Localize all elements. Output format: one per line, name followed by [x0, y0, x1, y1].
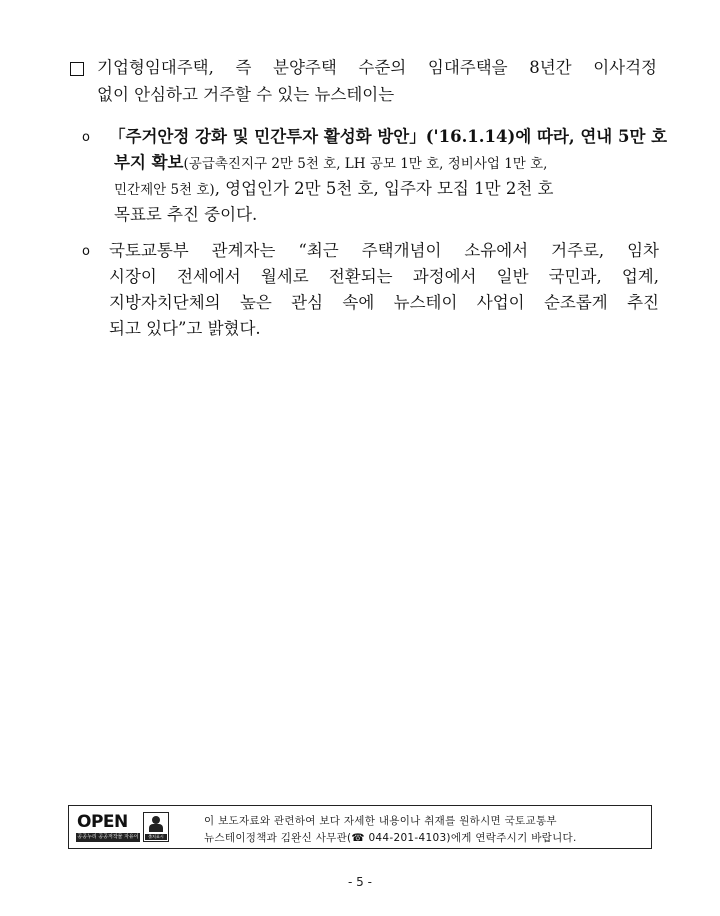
attribution-badge-caption: 출처표시 — [145, 834, 167, 840]
page-number: - 5 - — [348, 875, 372, 889]
bullet-1-line-3-rest: , 영업인가 2만 5천 호, 입주자 모집 1만 2천 호 — [214, 179, 554, 198]
bullet-circle-marker: o — [82, 244, 90, 259]
section-heading-line-2: 없이 안심하고 거주할 수 있는 뉴스테이는 — [97, 85, 395, 104]
kogl-open-logo — [75, 811, 187, 849]
bullet-2-line-4: 되고 있다”고 밝혔다. — [109, 319, 261, 338]
bullet-circle-marker: o — [82, 130, 90, 145]
contact-notice-box — [68, 805, 652, 849]
bullet-1-line-1 — [109, 127, 668, 147]
section-box-marker — [70, 62, 84, 76]
bullet-1-line-4 — [114, 205, 257, 225]
open-license-mark — [75, 811, 141, 849]
bullet-1-line-3-prefix: 민간제안 5천 호) — [114, 182, 215, 198]
attribution-person-icon — [143, 812, 169, 842]
bullet-1-line-3 — [114, 179, 659, 200]
bullet-1-line-1-rest: 에 따라, 연내 5만 호 — [515, 127, 668, 146]
bullet-1-line-2-rest: (공급촉진지구 2만 5천 호, LH 공모 1만 호, 정비사업 1만 호, — [183, 156, 548, 172]
bullet-2-line-2: 시장이 전세에서 월세로 전환되는 과정에서 일반 국민과, 업계, — [109, 267, 659, 286]
bullet-2-line-1: 국토교통부 관계자는 “최근 주택개념이 소유에서 거주로, 임차 — [109, 241, 659, 260]
bullet-2-line-3: 지방자치단체의 높은 관심 속에 뉴스테이 사업이 순조롭게 추진 — [109, 293, 659, 312]
open-logo-caption: 공공누리 공공저작물 자유이용허락 — [77, 834, 139, 849]
bullet-1-line-1-prefix: 「주거안정 강화 및 민간투자 활성화 방안」('16.1.14) — [109, 127, 516, 146]
contact-notice-line-2: 뉴스테이정책과 김완신 사무관(☎ 044-201-4103)에게 연락주시기 바랍니다. — [204, 832, 577, 844]
bullet-1-line-2 — [114, 153, 659, 174]
contact-notice-line-1: 이 보도자료와 관련하여 보다 자세한 내용이나 취재를 원하시면 국토교통부 — [204, 815, 557, 827]
bullet-1-line-2-prefix: 부지 확보 — [114, 153, 184, 172]
bullet-1-line-4-prefix: 목표로 추진 중이다. — [114, 205, 258, 224]
open-logo-text: OPEN — [77, 812, 128, 832]
section-heading-line-1: 기업형임대주택, 즉 분양주택 수준의 임대주택을 8년간 이사걱정 — [97, 58, 657, 77]
